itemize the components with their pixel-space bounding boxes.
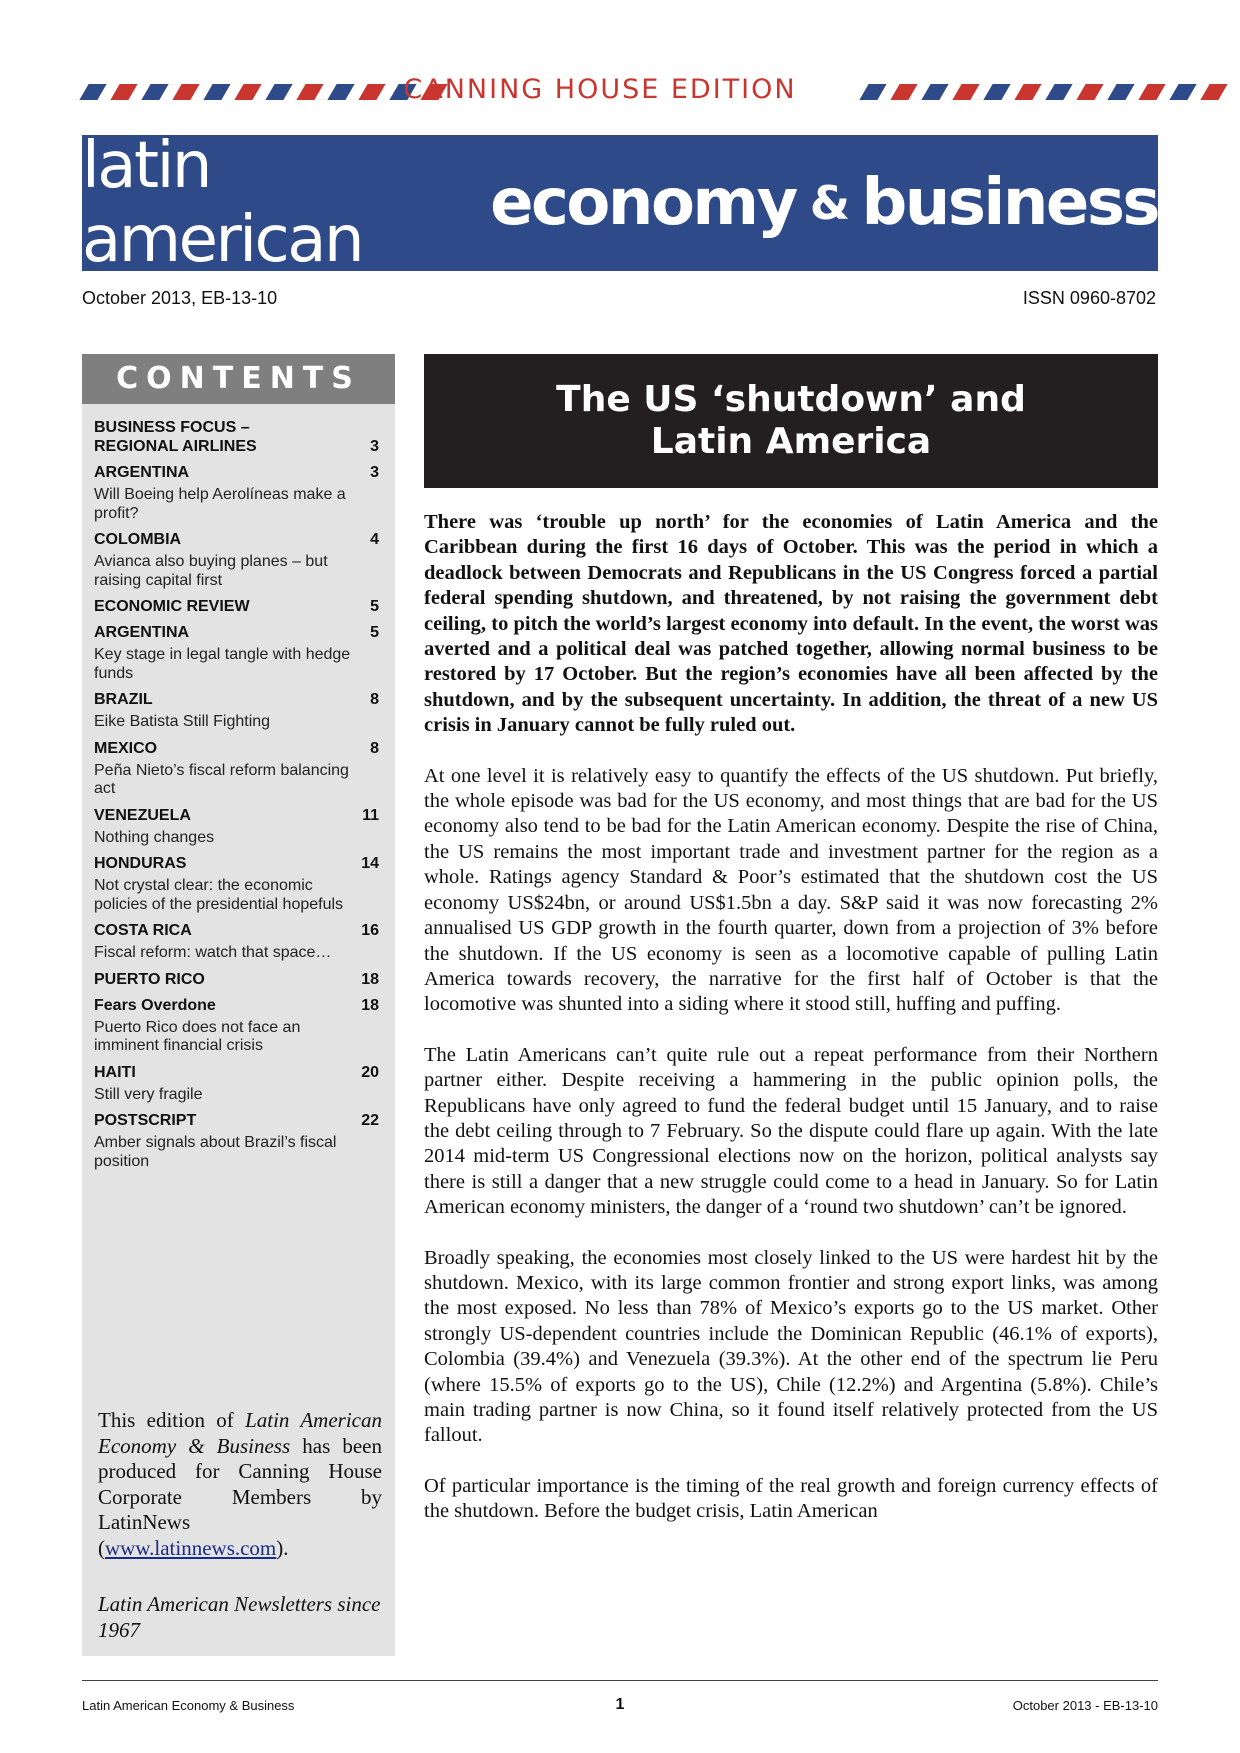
contents-item-page: 14 — [361, 855, 379, 872]
contents-item-subtitle: Amber signals about Brazil’s fiscal position — [94, 1134, 337, 1170]
article-paragraph: The Latin Americans can’t quite rule out a repeat performance from their Northern partner either. Despite receiving a hammering in the public opinion polls, the Republicans have only agreed to fund the federal budget until 15 January, and to raise the debt ceiling through to 7 February. So the dispute could flare up again. With the late 2014 mid-term US Congressional elections now on the horizon, political analysts say there is still a danger that a new struggle could come to a head in January. So for Latin American economy ministers, the danger of a ‘round two shutdown’ can’t be ignored. — [424, 1043, 1158, 1219]
contents-item[interactable] — [94, 806, 379, 848]
contents-item-row — [94, 623, 379, 642]
contents-item-page: 8 — [370, 739, 379, 757]
contents-item-subtitle: Not crystal clear: the economic policies of the presidential hopefuls — [94, 877, 344, 913]
contents-sidebar — [82, 354, 395, 1656]
airmail-stripe — [203, 84, 230, 100]
contents-item-title: ECONOMIC REVIEW — [94, 598, 250, 615]
footer-publication: Latin American Economy & Business — [82, 1698, 295, 1713]
edition-note-publication: Latin American Economy & Business — [98, 1408, 382, 1458]
contents-item-title: BUSINESS FOCUS – REGIONAL AIRLINES — [94, 419, 257, 455]
contents-item-page: 18 — [361, 996, 379, 1014]
contents-item-page: 5 — [370, 624, 379, 641]
article-paragraph: Broadly speaking, the economies most closely linked to the US were hardest hit by the shutdown. Mexico, with its large common frontier and strong export links, was among the most exposed. No less than 78% of Mexico’s exports go to the US market. Other strongly US-dependent countries include the Dominican Republic (46.1% of exports), Colombia (39.4%) and Venezuela (39.3%). At the other end of the spectrum lie Peru (where 15.5% of exports go to the US), Chile (12.2%) and Argentina (5.8%). Chile’s main trading partner is now China, so it found itself relatively protected from the US fallout. — [424, 1246, 1158, 1447]
contents-item-subtitle: Eike Batista Still Fighting — [94, 713, 271, 730]
contents-item-subtitle: Fiscal reform: watch that space… — [94, 944, 332, 961]
contents-list — [82, 418, 395, 1171]
edition-note-middle: has been produced for Canning House Corporate Members by LatinNews ( — [98, 1433, 382, 1560]
contents-item-title: PUERTO RICO — [94, 970, 205, 988]
contents-item-page: 11 — [362, 806, 379, 824]
airmail-stripe — [1045, 84, 1072, 100]
contents-item-row — [94, 921, 379, 940]
airmail-stripe — [1076, 84, 1103, 100]
contents-item-row — [94, 996, 379, 1015]
contents-item[interactable] — [94, 463, 379, 523]
contents-item-title: COLOMBIA — [94, 531, 182, 548]
edition-note-prefix: This edition of — [98, 1408, 246, 1432]
contents-item-page: 3 — [370, 438, 379, 455]
contents-item-title: HONDURAS — [94, 855, 187, 872]
masthead-ampersand: & — [809, 176, 848, 230]
contents-item-title: Fears Overdone — [94, 996, 216, 1014]
contents-item-page: 22 — [361, 1112, 379, 1129]
contents-item[interactable] — [94, 623, 379, 683]
airmail-stripe — [79, 84, 106, 100]
contents-item-subtitle: Nothing changes — [94, 828, 215, 846]
airmail-stripe — [1169, 84, 1196, 100]
footer-issue: October 2013 - EB-13-10 — [1012, 1698, 1158, 1713]
edition-note-suffix: ). — [276, 1535, 289, 1560]
contents-item[interactable] — [94, 854, 379, 914]
masthead-bold-business: business — [861, 166, 1158, 240]
airmail-stripe — [234, 84, 261, 100]
contents-item-page: 8 — [370, 691, 379, 708]
contents-item[interactable] — [94, 1111, 379, 1171]
newsletter-tagline: Latin American Newsletters since 1967 — [98, 1592, 381, 1642]
contents-item-title: COSTA RICA — [94, 922, 192, 939]
contents-item-title: ARGENTINA — [94, 624, 190, 641]
headline-box — [424, 354, 1158, 488]
contents-item-row — [94, 463, 379, 482]
article-body — [424, 510, 1158, 1550]
contents-item-row — [94, 739, 379, 758]
contents-item-row — [94, 806, 379, 825]
masthead-banner — [82, 129, 1158, 277]
masthead-bold-economy: economy — [490, 166, 796, 240]
contents-item-page: 3 — [370, 464, 379, 481]
contents-item-row — [94, 418, 379, 456]
contents-item-row — [94, 970, 379, 989]
contents-item-row — [94, 597, 379, 616]
contents-item-page: 20 — [361, 1063, 379, 1081]
edition-note — [98, 1408, 382, 1561]
headline-line-2: Latin America — [650, 421, 932, 462]
issn-label: ISSN 0960-8702 — [1022, 288, 1156, 308]
contents-item-subtitle: Key stage in legal tangle with hedge funds — [94, 646, 351, 682]
contents-item-title: ARGENTINA — [94, 464, 190, 481]
airmail-stripes-right — [864, 84, 1223, 100]
masthead-title — [82, 129, 1158, 277]
contents-item-row — [94, 1063, 379, 1082]
airmail-stripe — [921, 84, 948, 100]
contents-item-title: POSTSCRIPT — [94, 1112, 197, 1129]
airmail-stripe — [952, 84, 979, 100]
airmail-stripe — [327, 84, 354, 100]
contents-item[interactable] — [94, 530, 379, 590]
airmail-stripe — [1200, 84, 1227, 100]
contents-item[interactable] — [94, 739, 379, 799]
contents-item-page: 18 — [361, 970, 379, 988]
contents-item-row — [94, 690, 379, 709]
article-paragraph: At one level it is relatively easy to quantify the effects of the US shutdown. Put briefly, the whole episode was bad for the US economy, and most things that are bad for the US economy also tend to be bad for the Latin American economy. Despite the rise of China, the US remains the most important trade and investment partner for the region as a whole. Ratings agency Standard & Poor’s estimated that the shutdown cost the US economy US$24bn, or around US$1.5bn a day. S&P said it was now forecasting 2% annualised US GDP growth in the fourth quarter, down from a projection of 3% before the shutdown. If the US economy is seen as a locomotive capable of pulling Latin America towards recovery, the narrative for the first half of October is that the locomotive was shunted into a siding where it stood still, huffing and puffing. — [424, 764, 1158, 1016]
latinnews-link[interactable]: www.latinnews.com — [105, 1535, 277, 1560]
contents-item[interactable] — [94, 418, 379, 456]
contents-item[interactable] — [94, 597, 379, 616]
airmail-stripe — [1107, 84, 1134, 100]
airmail-stripe — [141, 84, 168, 100]
contents-item-title: HAITI — [94, 1063, 136, 1081]
contents-item-row — [94, 530, 379, 549]
page-number: 1 — [615, 1696, 625, 1713]
contents-item[interactable] — [94, 970, 379, 989]
contents-item-subtitle: Avianca also buying planes – but raising capital first — [94, 553, 328, 589]
airmail-stripe — [358, 84, 385, 100]
airmail-stripe — [890, 84, 917, 100]
airmail-stripe — [859, 84, 886, 100]
airmail-stripe — [983, 84, 1010, 100]
contents-item[interactable] — [94, 1063, 379, 1105]
airmail-stripe — [296, 84, 323, 100]
contents-item-subtitle: Peña Nieto’s fiscal reform balancing act — [94, 761, 349, 797]
contents-item[interactable] — [94, 996, 379, 1056]
contents-item-subtitle: Will Boeing help Aerolíneas make a profit? — [94, 486, 346, 522]
airmail-stripe — [1138, 84, 1165, 100]
contents-item-page: 4 — [370, 531, 379, 548]
airmail-stripe — [110, 84, 137, 100]
airmail-stripes-left — [84, 84, 443, 100]
contents-item-row — [94, 1111, 379, 1130]
contents-item[interactable] — [94, 690, 379, 732]
contents-item-title: VENEZUELA — [94, 806, 191, 824]
contents-item[interactable] — [94, 921, 379, 963]
contents-item-title: BRAZIL — [94, 691, 153, 708]
edition-label: CANNING HOUSE EDITION — [403, 74, 797, 105]
contents-item-title: MEXICO — [94, 739, 158, 757]
contents-item-page: 16 — [361, 922, 379, 939]
footer-divider — [82, 1680, 1158, 1681]
contents-item-row — [94, 854, 379, 873]
contents-item-subtitle: Still very fragile — [94, 1085, 203, 1103]
issue-label: October 2013, EB-13-10 — [82, 288, 278, 308]
masthead-thin: latin american — [82, 129, 362, 277]
airmail-stripe — [1014, 84, 1041, 100]
contents-item-page: 5 — [370, 598, 379, 615]
contents-heading: CONTENTS — [82, 354, 395, 404]
article-headline — [556, 379, 1026, 463]
contents-item-subtitle: Puerto Rico does not face an imminent financial crisis — [94, 1018, 301, 1054]
article-lead: There was ‘trouble up north’ for the economies of Latin America and the Caribbean during the first 16 days of October. This was the period in which a deadlock between Democrats and Republicans in the US Congress forced a partial federal spending shutdown, and threatened, by not raising the government debt ceiling, to pitch the world’s largest economy into default. In the event, the worst was averted and a political deal was patched together, allowing normal business to be restored by 17 October. But the region’s economies have all been affected by the shutdown, and by the subsequent uncertainty. In addition, the threat of a new US crisis in January cannot be fully ruled out. — [424, 511, 1158, 737]
airmail-stripe — [265, 84, 292, 100]
airmail-stripe — [172, 84, 199, 100]
article-paragraph: Of particular importance is the timing of the real growth and foreign currency effects of the shutdown. Before the budget crisis, Latin American — [424, 1474, 1158, 1523]
headline-line-1: The US ‘shutdown’ and — [556, 379, 1026, 420]
